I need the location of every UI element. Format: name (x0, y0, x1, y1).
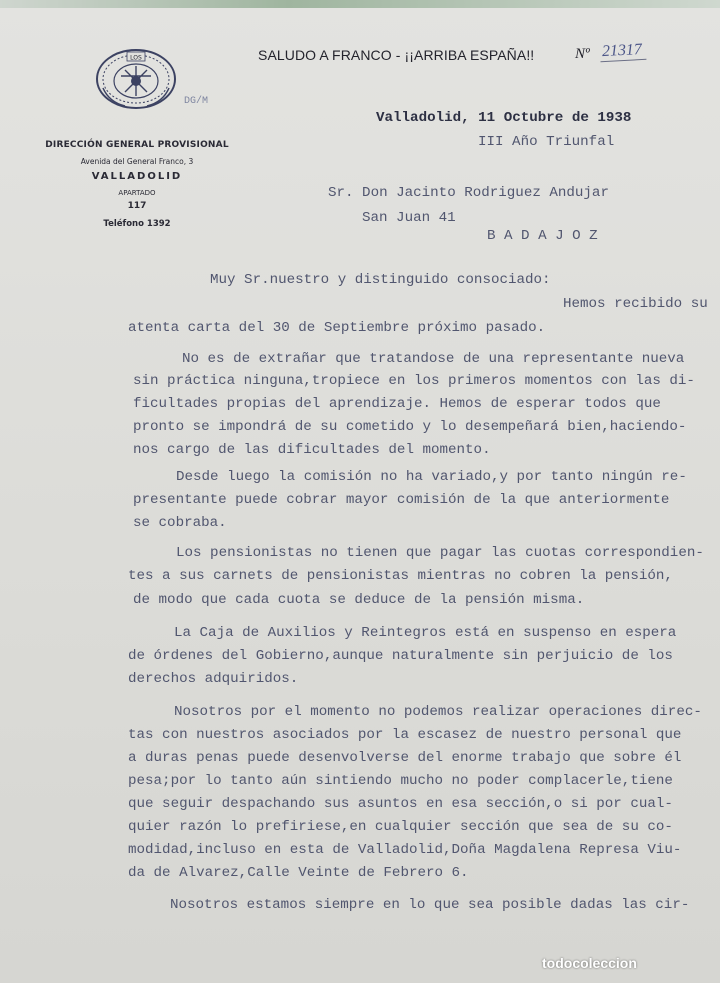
body-line: pronto se impondrá de su cometido y lo desempeñará bien,haciendo- (133, 419, 687, 435)
year-line: III Año Triunfal (478, 134, 615, 150)
organization-name: DIRECCIÓN GENERAL PROVISIONAL (45, 140, 229, 150)
watermark: todocoleccion (542, 955, 637, 971)
body-line: atenta carta del 30 de Septiembre próximo pasado. (128, 320, 546, 336)
body-line: Hemos recibido su (563, 296, 708, 312)
body-line: derechos adquiridos. (128, 671, 299, 687)
body-line: que seguir despachando sus asuntos en esa sección,o si por cual- (128, 796, 673, 812)
slogan: SALUDO A FRANCO - ¡¡ARRIBA ESPAÑA!! (258, 47, 535, 63)
body-line: de modo que cada cuota se deduce de la pensión misma. (133, 592, 585, 608)
recipient-city: B A D A J O Z (487, 228, 598, 244)
seal-text: LOS (130, 54, 142, 62)
organization-street: Avenida del General Franco, 3 (80, 157, 194, 166)
body-line: sin práctica ninguna,tropiece en los primeros momentos con las di- (133, 373, 695, 389)
body-line: pesa;por lo tanto aún sintiendo mucho no poder complacerle,tiene (128, 773, 673, 789)
body-line: de órdenes del Gobierno,aunque naturalmente sin perjuicio de los (128, 648, 673, 664)
body-line: da de Alvarez,Calle Veinte de Febrero 6. (128, 865, 469, 881)
organization-seal (95, 48, 177, 110)
initials-stamp: DG/M (184, 96, 209, 107)
body-line: No es de extrañar que tratandose de una representante nueva (182, 351, 685, 367)
body-line: se cobraba. (133, 515, 227, 531)
date-line: Valladolid, 11 Octubre de 1938 (376, 110, 632, 126)
recipient-name: Sr. Don Jacinto Rodriguez Andujar (328, 185, 609, 201)
body-line: Desde luego la comisión no ha variado,y por tanto ningún re- (176, 469, 687, 485)
body-line: Nosotros estamos siempre en lo que sea posible dadas las cir- (170, 897, 690, 913)
body-line: tes a sus carnets de pensionistas mientras no cobren la pensión, (128, 568, 673, 584)
body-line: La Caja de Auxilios y Reintegros está en suspenso en espera (174, 625, 677, 641)
recipient-street: San Juan 41 (362, 210, 456, 226)
body-line: quier razón lo prefiriese,en cualquier sección que sea de su co- (128, 819, 673, 835)
number-label: Nº (575, 46, 590, 62)
apartado-label: APARTADO (118, 189, 156, 197)
body-line: Nosotros por el momento no podemos realizar operaciones direc- (174, 704, 702, 720)
salutation: Muy Sr.nuestro y distinguido consociado: (210, 272, 551, 288)
body-line: a duras penas puede desenvolverse del enorme trabajo que sobre él (128, 750, 682, 766)
body-line: Los pensionistas no tienen que pagar las cuotas correspondien- (176, 545, 704, 561)
apartado-number: 117 (127, 201, 147, 211)
organization-city: VALLADOLID (91, 171, 183, 182)
top-edge (0, 0, 720, 8)
body-line: ficultades propias del aprendizaje. Hemos de esperar todos que (133, 396, 661, 412)
body-line: nos cargo de las dificultades del momento. (133, 442, 491, 458)
body-line: tas con nuestros asociados por la escasez de nuestro personal que (128, 727, 682, 743)
body-line: presentante puede cobrar mayor comisión de la que anteriormente (133, 492, 670, 508)
handwritten-number: 21317 (600, 41, 647, 62)
organization-phone: Teléfono 1392 (103, 219, 171, 229)
body-line: modidad,incluso en esta de Valladolid,Doña Magdalena Represa Viu- (128, 842, 682, 858)
